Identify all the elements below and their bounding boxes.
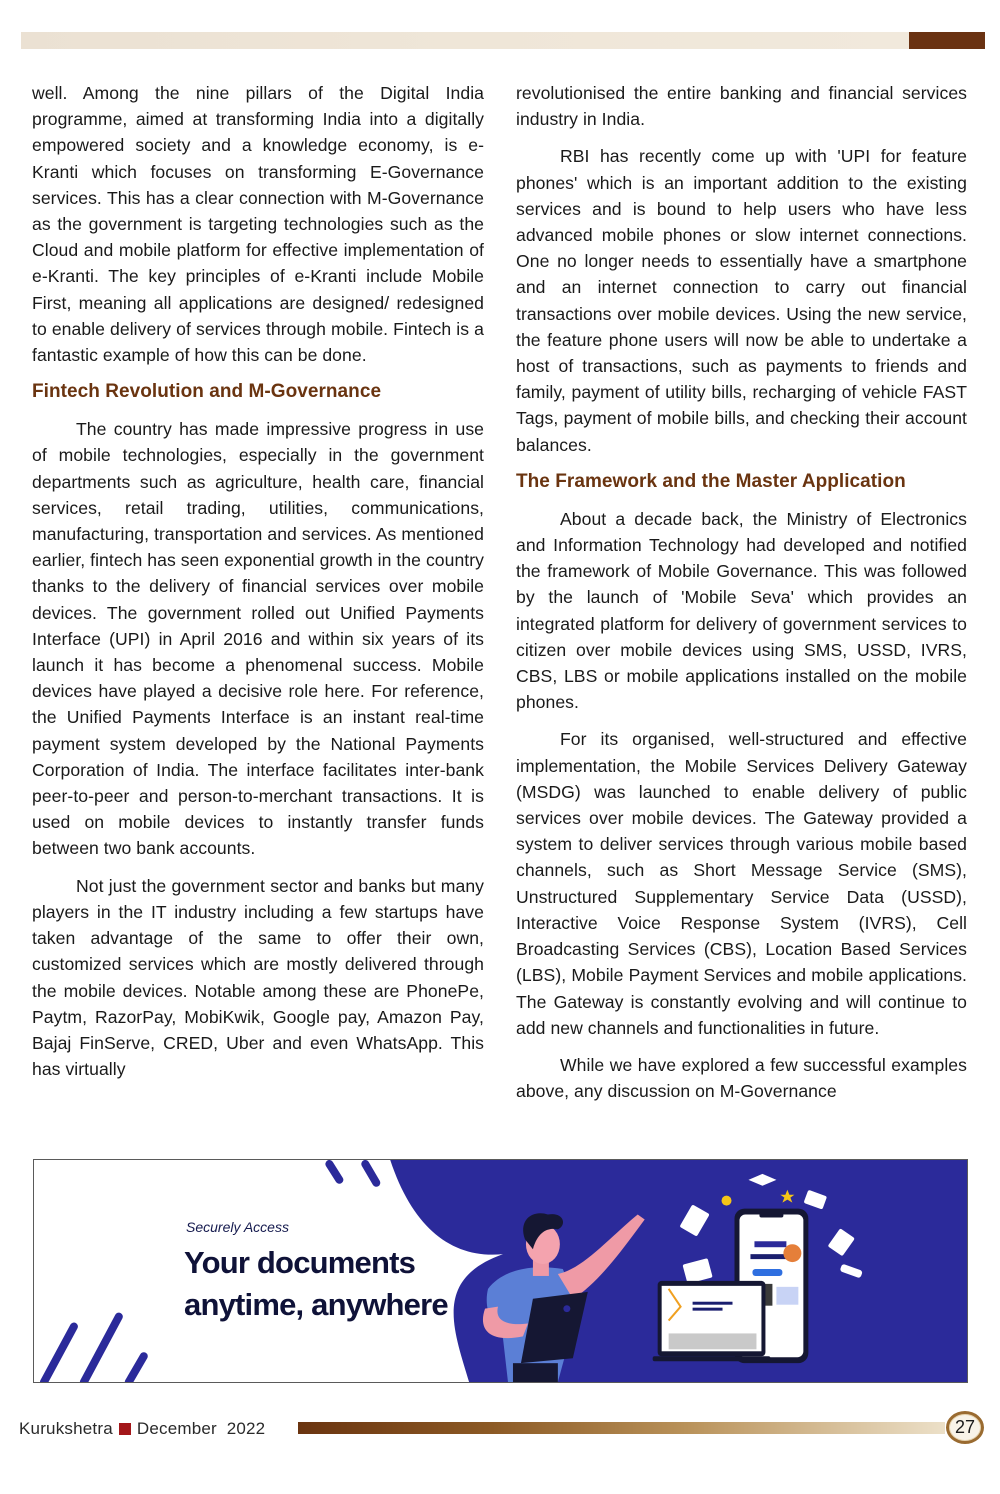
- section-heading-fintech: Fintech Revolution and M-Governance: [32, 381, 382, 403]
- paragraph: While we have explored a few successful examples above, any discussion on M-Governance: [516, 1054, 967, 1102]
- paragraph: The country has made impressive progress in use of mobile technologies, especially in the government departments such as agriculture, health care, financial services, retail trading, utilities, communications, manufacturing, transportation and services. As mentioned earlier, fintech has seen exponential growth in the country thanks to the delivery of financial services over mobile devices. The government rolled out Unified Payments Interface (UPI) in April 2016 and within six years of its launch it has become a phenomenal success. Mobile devices have played a decisive role here. For reference, the Unified Payments Interface is an instant real-time payment system developed by the National Payments Corporation of India. The interface facilitates inter-bank peer-to-peer and person-to-merchant transactions. It is used on mobile devices to instantly transfer funds between two bank accounts.: [32, 419, 484, 859]
- paragraph: revolutionised the entire banking and financial services industry in India.: [516, 83, 967, 130]
- ad-headline-line1: Your documents: [184, 1245, 416, 1280]
- header-accent-tab: [909, 32, 985, 49]
- ad-headline-line2: anytime, anywhere: [184, 1287, 448, 1322]
- header-decorative-bar: [21, 32, 909, 49]
- paragraph: For its organised, well-structured and effective implementation, the Mobile Services Delivery Gateway (MSDG) was launched to enable delivery of public services over mobile devices. The Gateway provided a system to deliver services through various mobile based channels, such as Short Message Service (SMS), Unstructured Supplementary Service Data (USSD), Interactive Voice Response System (IVRS), Cell Broadcasting Services (CBS), Location Based Services (LBS), Mobile Payment Services and mobile applications. The Gateway is constantly evolving and will continue to add new channels and functionalities in future.: [516, 729, 967, 1038]
- ad-kicker-text: Securely Access: [186, 1219, 289, 1235]
- issue-date: December 2022: [136, 1419, 266, 1438]
- footer-decorative-bar: [298, 1422, 945, 1434]
- section-heading-framework: The Framework and the Master Application: [516, 470, 906, 492]
- red-square-icon: [119, 1423, 131, 1435]
- ad-illustration: [34, 1160, 967, 1382]
- ad-headline: [184, 1242, 448, 1326]
- publication-name: Kurukshetra: [19, 1419, 113, 1438]
- paragraph: About a decade back, the Ministry of Electronics and Information Technology had developed and notified the framework of Mobile Governance. This was followed by the launch of 'Mobile Seva' which provides an integrated platform for delivery of government services to citizen over mobile devices using SMS, USSD, IVRS, CBS, LBS or mobile applications installed on the mobile phones.: [516, 508, 967, 713]
- stripe-icon: [329, 1164, 339, 1180]
- page-number-badge: 27: [946, 1411, 984, 1444]
- left-column: [32, 80, 484, 1093]
- footer-publication-info: [19, 1419, 265, 1439]
- advertisement-banner[interactable]: [33, 1159, 968, 1383]
- paragraph: Not just the government sector and banks but many players in the IT industry including a few startups have taken advantage of the same to offer their own, customized services which are mostly delivered through the mobile devices. Notable among these are PhonePe, Paytm, RazorPay, MobiKwik, Google pay, Amazon Pay, Bajaj FinServe, CRED, Uber and even WhatsApp. This has virtually: [32, 875, 484, 1080]
- right-column: [516, 80, 967, 1115]
- lightbulb-icon: [722, 1196, 732, 1206]
- paragraph: well. Among the nine pillars of the Digital India programme, aimed at transforming India into a digitally empowered society and a knowledge economy, is e-Kranti which focuses on transforming E-Governance services. This has a clear connection with M-Governance as the government is targeting technologies such as the Cloud and mobile platform for effective implementation of e-Kranti. The key principles of e-Kranti include Mobile First, meaning all applications are designed/ redesigned to enable delivery of services through mobile. Fintech is a fantastic example of how this can be done.: [32, 83, 484, 366]
- paragraph: RBI has recently come up with 'UPI for feature phones' which is an important addition to the existing services and is bound to help users who have less advanced mobile phones or slow internet connections. One no longer needs to essentially have a smartphone and an internet connection to carry out financial transactions over mobile devices. Using the new service, the feature phone users will now be able to undertake a host of transactions, such as payments to friends and family, payment of utility bills, recharging of vehicle FAST Tags, payment of mobile bills, and checking their account balances.: [516, 146, 967, 455]
